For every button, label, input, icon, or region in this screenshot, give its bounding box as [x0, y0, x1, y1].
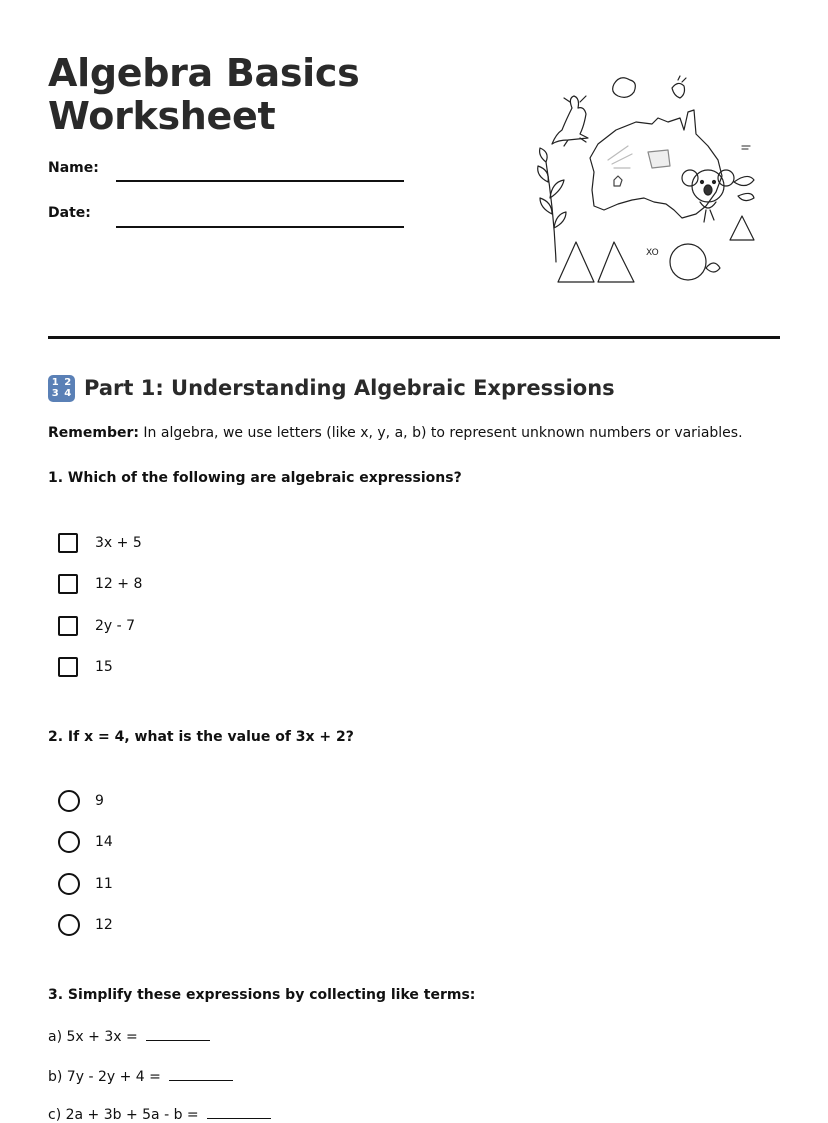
option-label: 3x + 5	[95, 535, 142, 551]
koala-icon	[682, 170, 734, 222]
radio-button[interactable]	[58, 873, 80, 895]
kangaroo-icon	[552, 96, 588, 146]
simplify-text: a) 5x + 3x =	[48, 1029, 143, 1045]
gum-leaves-icon	[538, 148, 566, 262]
option-label: 12	[95, 917, 113, 933]
part1-header	[48, 373, 615, 403]
part1-title: Part 1: Understanding Algebraic Expressions	[84, 376, 615, 400]
option-label: 14	[95, 834, 113, 850]
icon-digit: 2	[64, 376, 72, 388]
q1-option-4[interactable]	[58, 655, 113, 679]
cloud-icon	[613, 78, 636, 98]
flag-icon	[648, 150, 670, 168]
icon-digit: 1	[51, 376, 59, 388]
question-3: 3. Simplify these expressions by collecting like terms:	[48, 987, 476, 1003]
simplify-item-c	[48, 1106, 271, 1123]
name-field[interactable]	[116, 180, 404, 182]
remember-text: In algebra, we use letters (like x, y, a, b) to represent unknown numbers or variables.	[138, 425, 743, 441]
title-line-2: Worksheet	[48, 94, 276, 138]
option-label: 2y - 7	[95, 618, 136, 634]
circle-icon	[670, 244, 706, 280]
question-1: 1. Which of the following are algebraic expressions?	[48, 470, 462, 486]
question-2: 2. If x = 4, what is the value of 3x + 2?	[48, 729, 354, 745]
q1-option-1[interactable]	[58, 531, 142, 555]
radio-button[interactable]	[58, 831, 80, 853]
xo-text: XO	[646, 248, 659, 258]
q1-option-3[interactable]	[58, 614, 136, 638]
simplify-item-a	[48, 1028, 210, 1045]
q2-option-1[interactable]	[58, 789, 104, 813]
checkbox[interactable]	[58, 657, 78, 677]
checkbox[interactable]	[58, 574, 78, 594]
date-label: Date:	[48, 205, 91, 221]
name-label: Name:	[48, 160, 99, 176]
simplify-text: b) 7y - 2y + 4 =	[48, 1069, 166, 1085]
checkbox[interactable]	[58, 616, 78, 636]
q2-option-3[interactable]	[58, 872, 113, 896]
icon-digit: 3	[51, 388, 59, 399]
date-field[interactable]	[116, 226, 404, 228]
remember-label: Remember:	[48, 425, 139, 441]
option-label: 12 + 8	[95, 576, 143, 592]
radio-button[interactable]	[58, 790, 80, 812]
option-label: 15	[95, 659, 113, 675]
australia-illustration	[528, 72, 764, 288]
numbers-icon	[48, 375, 75, 402]
title-line-1: Algebra Basics	[48, 51, 360, 95]
option-label: 11	[95, 876, 113, 892]
checkbox[interactable]	[58, 533, 78, 553]
bird-icon	[672, 76, 686, 98]
section-divider	[48, 336, 780, 339]
triangles-icon	[558, 242, 594, 282]
leaf-right-icon	[734, 176, 754, 200]
answer-blank[interactable]	[169, 1068, 233, 1081]
answer-blank[interactable]	[207, 1106, 271, 1119]
q2-option-2[interactable]	[58, 830, 113, 854]
icon-digit: 4	[64, 388, 72, 399]
option-label: 9	[95, 793, 104, 809]
simplify-item-b	[48, 1068, 233, 1085]
radio-button[interactable]	[58, 914, 80, 936]
remember-note	[48, 425, 743, 441]
q2-option-4[interactable]	[58, 913, 113, 937]
worksheet-title	[48, 52, 428, 138]
simplify-text: c) 2a + 3b + 5a - b =	[48, 1107, 204, 1123]
q1-option-2[interactable]	[58, 572, 143, 596]
answer-blank[interactable]	[146, 1028, 210, 1041]
